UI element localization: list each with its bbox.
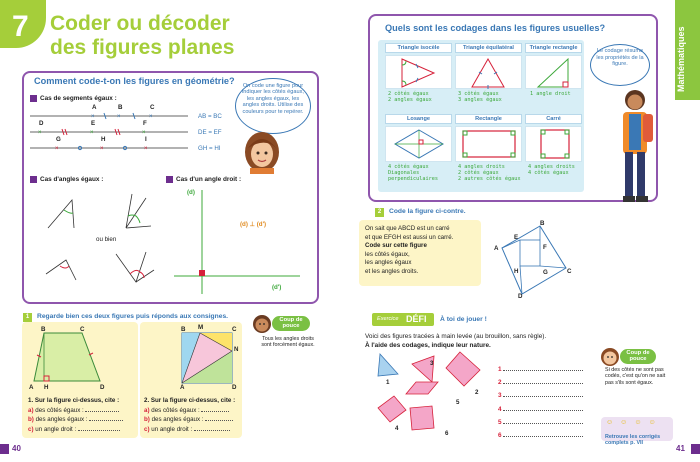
smiley-icon[interactable]: ☺ [620,419,635,426]
defi-answers [498,363,583,442]
item-text: des angles égaux : [151,416,204,424]
segment-label: E [91,120,96,127]
segment-label: H [101,136,106,143]
q2-item-b[interactable] [144,416,244,424]
figure-label: F [543,244,547,251]
rhombus-icon [393,128,445,160]
segment-label: G [56,136,61,143]
figure-label: N [234,346,239,353]
page-number-right: 41 [676,444,685,453]
q2-item-c[interactable] [144,426,244,434]
title-line-1: Coder ou décoder [50,12,230,35]
right-angle-title-text: Cas d'un angle droit : [176,176,242,184]
svg-text:×: × [38,130,42,136]
coup-de-pouce-badge-right: Coup de pouce [620,349,656,364]
shape-header: Rectangle [455,114,522,124]
exercise-1-number: 1 [23,313,32,322]
right-angle-diagram [170,186,310,296]
item-text: des angles égaux : [35,416,88,424]
page-number-right-bar [691,444,700,454]
answer-line[interactable] [205,420,233,421]
usual-figures-heading: Quels sont les codages dans les figures usuelles? [385,23,606,33]
segment-label: A [92,104,97,111]
exercise-1-instruction: Regarde bien ces deux figures puis réponds aux consignes. [37,313,229,320]
figure-label: A [180,384,185,391]
smiley-icon[interactable]: ☺ [648,419,663,426]
answer-number: 6 [498,432,502,440]
answer-line[interactable] [503,396,583,397]
exercise-2-instruction: Code la figure ci-contre. [389,208,466,215]
figure-number: 4 [395,425,399,432]
item-letter: a) [144,406,150,414]
answer-row[interactable] [498,403,583,416]
speech-bubble-text: On code une figure pour indiquer les côtés égaux, les angles égaux, les angles droits. Utilise des couleurs pour te repérer. [242,83,304,115]
nested-squares-figure [500,222,572,298]
svg-text:×: × [91,114,95,120]
figure-label: C [80,326,85,333]
answer-row[interactable] [498,416,583,429]
isosceles-triangle-icon [398,57,438,89]
coup-de-pouce-tip-left: Tous les angles droits sont forcément égaux. [261,336,315,349]
speech-bubble-right-text: Le codage résume les propriétés de la figure. [596,48,644,68]
ex2-line: et les angles droits. [365,267,419,275]
q2-title: 2. Sur la figure ci-dessus, cite : [144,397,236,404]
shape-header: Triangle isocèle [385,43,452,53]
answer-line[interactable] [89,420,123,421]
bullet-icon [166,176,173,183]
figure-label: B [181,326,186,333]
item-text: un angle droit : [151,425,193,433]
q1-item-c[interactable] [28,426,138,434]
figure-label: H [514,268,519,275]
shape-header: Losange [385,114,452,124]
svg-text:×: × [149,114,153,120]
right-triangle-icon [536,57,572,89]
coup-de-pouce-badge-left: Coup de pouce [272,316,310,331]
figure-number: 6 [445,430,449,437]
answer-line[interactable] [503,436,583,437]
segment-label: C [150,104,155,111]
smiley-icon[interactable]: ☺ [634,419,649,426]
page-title [50,12,234,60]
figure-label: C [232,326,237,333]
item-letter: c) [144,425,150,433]
bullet-icon [30,95,37,102]
figure-label: D [100,384,105,391]
figure-label: D [518,293,523,300]
line-d-label: (d) [187,189,195,196]
answer-number: 4 [498,405,502,413]
figure-label: A [494,245,499,252]
ex2-line [365,242,453,251]
answer-line[interactable] [503,370,583,371]
square-icon [539,128,571,160]
segment-label: I [145,136,147,143]
line-d-prime-label: (d') [272,284,282,291]
q1-item-b[interactable] [28,416,138,424]
answer-row[interactable] [498,363,583,376]
answer-number: 5 [498,418,502,426]
trapezoid-figure [32,327,122,387]
right-angle-title [166,176,241,183]
item-letter: b) [28,416,34,424]
figure-label: G [543,269,548,276]
ex2-line-bold: Code sur cette figure [365,242,427,249]
figure-number: 2 [475,389,479,396]
figure-label: M [198,324,204,331]
figure-number: 1 [386,379,390,386]
item-letter: a) [28,406,34,414]
page-number-left: 40 [12,444,21,453]
figure-number: 5 [456,399,460,406]
side-tab-label: Mathématiques [676,26,686,92]
boy-standing-illustration [615,88,657,206]
segment-equality: AB = BC [198,113,222,120]
shape-description: 4 côtés égaux Diagonales perpendiculaires [388,164,438,183]
ex2-line: les côtés égaux, [365,250,410,258]
svg-text:×: × [55,146,59,152]
answer-row[interactable] [498,429,583,442]
figure-label: E [514,234,519,241]
item-text: un angle droit : [35,425,77,433]
shape-header: Carré [525,114,582,124]
answer-line[interactable] [85,411,119,412]
smiley-row [606,419,663,426]
shape-description: 4 angles droits 4 côtés égaux [528,164,575,177]
girl-illustration [238,128,286,174]
or-else-label: ou bien [96,236,117,243]
segments-diagram [30,110,190,155]
defi-title: À toi de jouer ! [440,316,487,323]
defi-line-1: Voici des figures tracées à main levée (au brouillon, sans règle). [365,333,547,340]
answer-row[interactable] [498,389,583,402]
answer-line[interactable] [503,410,583,411]
segments-title [30,95,117,102]
ex1-q2 [144,397,244,433]
title-line-2: des figures planes [50,36,235,59]
smiley-icon[interactable]: ☺ [606,419,621,426]
answer-line[interactable] [201,411,229,412]
exercise-2-number: 2 [375,208,384,217]
bullet-icon [30,176,37,183]
segments-title-text: Cas de segments égaux : [40,95,117,103]
angles-title-text: Cas d'angles égaux : [40,176,104,184]
segment-equality: GH = HI [198,145,221,152]
figure-label: B [540,220,545,227]
defi-line-2: À l'aide des codages, indique leur nature. [365,342,491,349]
ex2-line: les angles égaux [365,259,412,266]
square-figure [178,329,238,387]
perpendicular-notation: (d) ⊥ (d') [240,221,267,228]
boy-illustration [252,313,272,335]
figure-label: B [41,326,46,333]
exercise-2-text [365,225,453,276]
segment-label: D [39,120,44,127]
ex2-line: et que EFGH est aussi un carré. [365,233,454,241]
segment-label: B [118,104,123,111]
q1-title: 1. Sur la figure ci-dessus, cite : [28,397,120,404]
shape-description: 2 côtés égaux 2 angles égaux [388,91,432,104]
answer-number: 2 [498,379,502,387]
figure-label: C [567,268,572,275]
item-letter: c) [28,425,34,433]
figure-label: A [29,384,34,391]
q1-item-a[interactable] [28,407,138,415]
hand-drawn-figures [372,350,502,442]
answer-number: 1 [498,366,502,373]
shape-description: 4 angles droits 2 côtés égaux 2 autres côtés égaux [458,164,521,183]
answer-line[interactable] [503,423,583,424]
corriges-text: Retrouve les corrigés complets p. VII [605,434,661,447]
shape-description: 1 angle droit [530,91,571,97]
equilateral-triangle-icon [470,57,506,89]
item-text: des côtés égaux : [35,406,84,414]
item-letter: b) [144,416,150,424]
figure-label: D [232,384,237,391]
svg-text:×: × [144,146,148,152]
girl-small-illustration [600,346,620,368]
segment-equality: DE = EF [198,129,222,136]
answer-line[interactable] [194,430,230,431]
rectangle-icon [461,129,517,159]
answer-line[interactable] [503,383,583,384]
page-number-left-bar [0,444,9,454]
item-text: des côtés égaux : [151,406,200,414]
figure-label: H [44,384,49,391]
coup-de-pouce-tip-right: Si des côtés ne sont pas codés, c'est qu'on ne sait pas s'ils sont égaux. [605,367,666,386]
ex2-line: On sait que ABCD est un carré [365,225,450,232]
svg-text:×: × [117,114,121,120]
ex1-q1 [28,397,138,433]
shape-description: 3 côtés égaux 3 angles égaux [458,91,502,104]
answer-number: 3 [498,392,502,400]
segment-label: F [143,120,147,127]
angles-title [30,176,103,183]
figure-number: 3 [430,360,434,367]
svg-text:×: × [90,130,94,136]
shape-header: Triangle équilatéral [455,43,522,53]
defi-exercice-label: Exercice [377,316,399,322]
shape-header: Triangle rectangle [525,43,582,53]
chapter-number: 7 [12,10,29,43]
svg-text:×: × [142,130,146,136]
q2-item-a[interactable] [144,407,244,415]
answer-line[interactable] [78,430,120,431]
svg-text:×: × [100,146,104,152]
answer-row[interactable] [498,376,583,389]
defi-label: DÉFI [406,314,427,324]
box-heading: Comment code-t-on les figures en géométrie? [34,76,235,86]
